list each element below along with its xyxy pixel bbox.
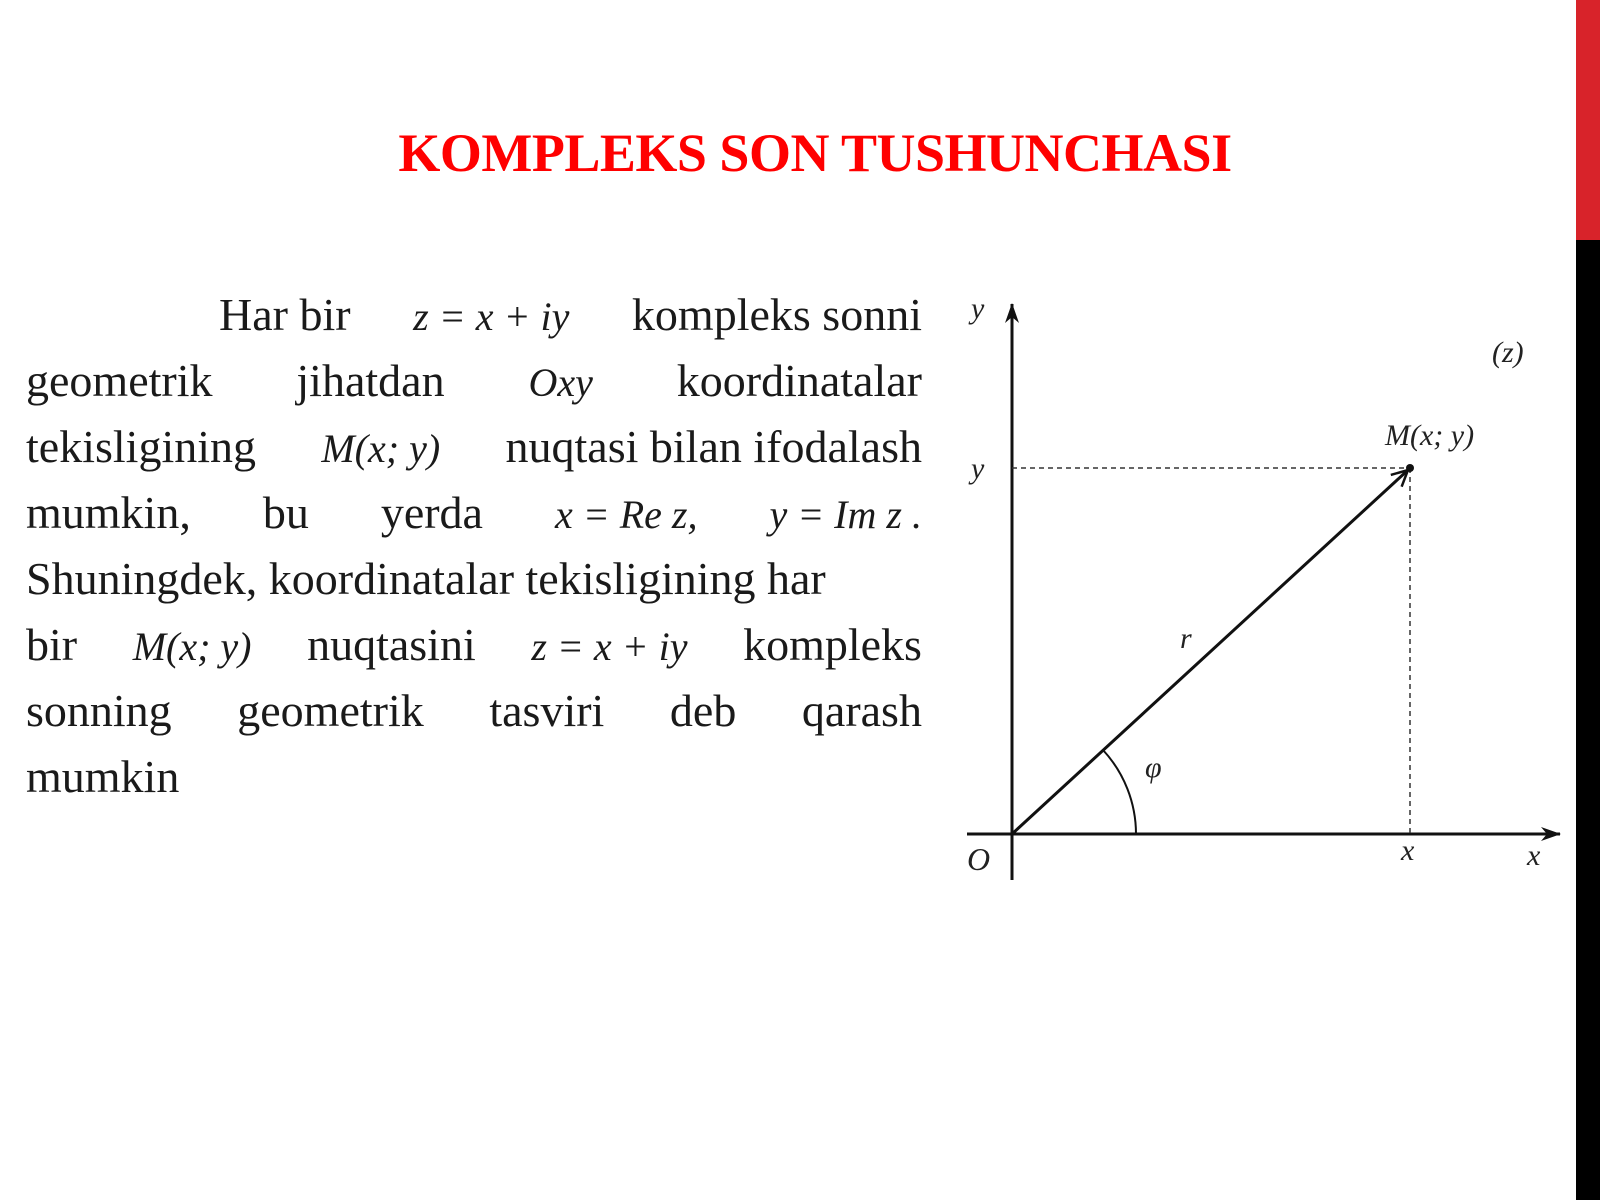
text-segment: kompleks xyxy=(743,619,922,670)
x-axis-label: x xyxy=(1527,839,1541,872)
angle-label: φ xyxy=(1145,751,1162,784)
point-m xyxy=(1406,464,1414,472)
formula-point-m: M(x; y) xyxy=(321,426,441,471)
formula-z-equals-x-plus-iy: z = x + iy xyxy=(531,624,688,669)
angle-arc xyxy=(1103,750,1136,834)
text-segment: jihatdan xyxy=(296,355,445,406)
text-segment: mumkin, xyxy=(26,487,191,538)
formula-real-part: x = Re z, xyxy=(554,492,698,537)
radius-vector xyxy=(1012,470,1408,834)
text-segment: kompleks sonni xyxy=(631,289,922,340)
text-segment: geometrik xyxy=(26,355,213,406)
paragraph-line-5 xyxy=(26,546,922,612)
text-segment: Shuningdek, koordinatalar tekisligining har xyxy=(26,553,826,604)
formula-oxy: Oxy xyxy=(528,360,593,405)
text-segment: koordinatalar xyxy=(676,355,922,406)
text-segment: sonning xyxy=(26,685,172,736)
text-segment: qarash xyxy=(801,685,922,736)
origin-label: O xyxy=(967,841,991,877)
complex-plane-diagram xyxy=(955,290,1565,890)
y-axis-label: y xyxy=(971,292,985,325)
slide-title: KOMPLEKS SON TUSHUNCHASI xyxy=(398,123,1232,183)
text-segment: nuqtasini xyxy=(307,619,476,670)
formula-z-equals-x-plus-iy: z = x + iy xyxy=(413,294,570,339)
y-tick-label: y xyxy=(971,452,985,485)
point-m-label: M(x; y) xyxy=(1385,419,1475,452)
text-segment: deb xyxy=(669,685,737,736)
side-accent-bar-black xyxy=(1576,240,1600,1200)
paragraph-line-3 xyxy=(26,414,922,480)
side-accent-bar-red xyxy=(1576,0,1600,240)
formula-imaginary-part: y = Im z . xyxy=(769,492,922,537)
plane-label: (z) xyxy=(1492,336,1524,369)
x-tick-label: x xyxy=(1401,834,1415,867)
text-segment: bir xyxy=(26,619,78,670)
formula-point-m: M(x; y) xyxy=(132,624,252,669)
text-segment: tasviri xyxy=(489,685,605,736)
paragraph-line-7 xyxy=(26,678,922,744)
text-segment: mumkin xyxy=(26,751,180,802)
paragraph-line-1 xyxy=(26,282,922,348)
paragraph-line-2 xyxy=(26,348,922,414)
text-segment: nuqtasi bilan ifodalash xyxy=(505,421,922,472)
text-segment: Har bir xyxy=(219,289,351,340)
text-segment: tekisligining xyxy=(26,421,256,472)
paragraph-line-6 xyxy=(26,612,922,678)
paragraph-line-4 xyxy=(26,480,922,546)
radius-label: r xyxy=(1180,622,1192,655)
paragraph-line-8 xyxy=(26,744,922,810)
definition-paragraph xyxy=(26,282,922,810)
text-segment: bu xyxy=(262,487,309,538)
text-segment: yerda xyxy=(380,487,483,538)
text-segment: geometrik xyxy=(237,685,424,736)
